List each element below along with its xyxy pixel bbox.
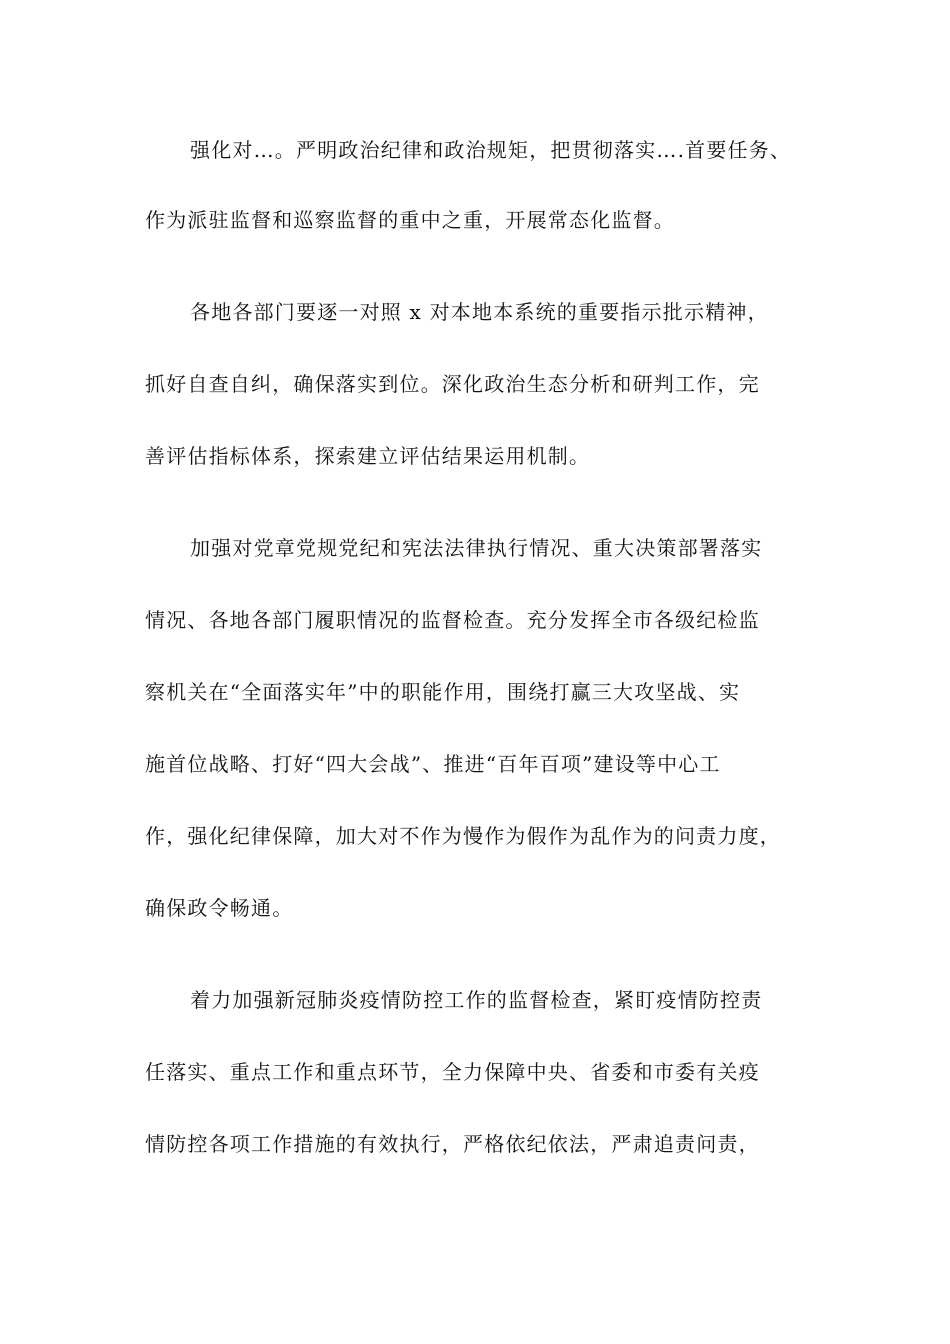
paragraph-2-line-3: 善评估指标体系，探索建立评估结果运用机制。 (145, 444, 591, 468)
paragraph-3-line-6: 确保政令畅通。 (145, 896, 294, 920)
paragraph-3-line-3: 察机关在“全面落实年”中的职能作用，围绕打赢三大攻坚战、实 (145, 680, 741, 704)
paragraph-2-line-2: 抓好自查自纠，确保落实到位。深化政治生态分析和研判工作，完 (145, 372, 760, 396)
paragraph-1-line-2: 作为派驻监督和巡察监督的重中之重，开展常态化监督。 (145, 208, 675, 232)
paragraph-4-line-1: 着力加强新冠肺炎疫情防控工作的监督检查，紧盯疫情防控责 (190, 988, 763, 1012)
paragraph-4-line-2: 任落实、重点工作和重点环节，全力保障中央、省委和市委有关疫 (145, 1060, 760, 1084)
paragraph-4-line-3: 情防控各项工作措施的有效执行，严格依纪依法，严肃追责问责， (145, 1132, 760, 1156)
paragraph-3-line-2: 情况、各地各部门履职情况的监督检查。充分发挥全市各级纪检监 (145, 608, 760, 632)
paragraph-2-line-1: 各地各部门要逐一对照 x 对本地本系统的重要指示批示精神， (190, 300, 769, 324)
paragraph-3-line-5: 作，强化纪律保障，加大对不作为慢作为假作为乱作为的问责力度， (145, 824, 781, 848)
paragraph-3-line-1: 加强对党章党规党纪和宪法法律执行情况、重大决策部署落实 (190, 536, 763, 560)
paragraph-3-line-4: 施首位战略、打好“四大会战”、推进“百年百项”建设等中心工 (145, 752, 721, 776)
paragraph-1-line-1: 强化对…。严明政治纪律和政治规矩，把贯彻落实….首要任务、 (190, 138, 792, 162)
